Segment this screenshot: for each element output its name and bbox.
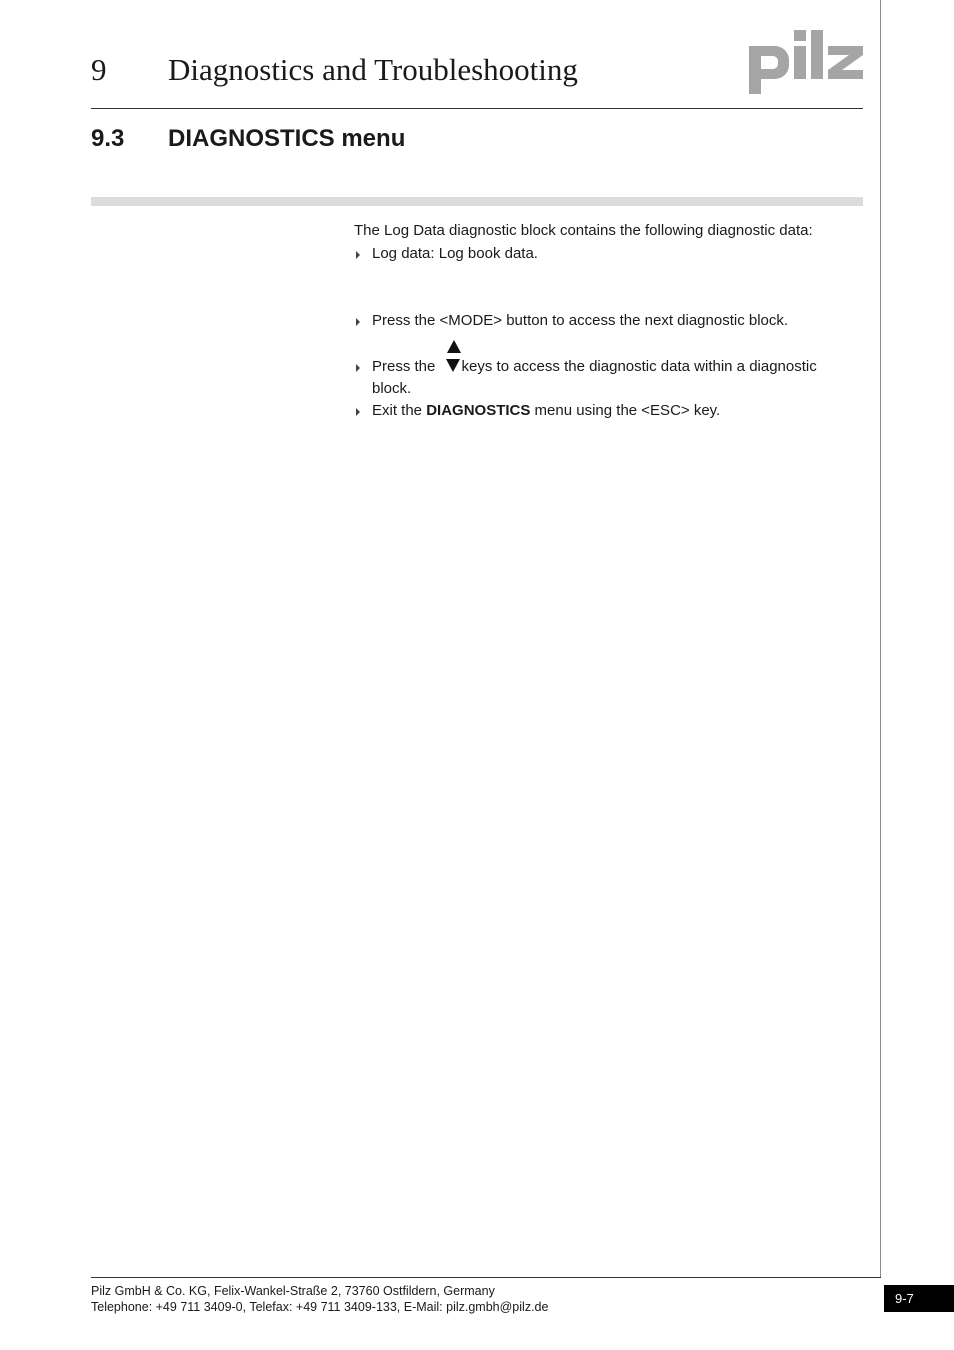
log-data-item: Log data: Log book data.	[372, 245, 538, 262]
exit-step-start: Exit the	[372, 402, 427, 419]
keys-step-continued: block.	[372, 380, 412, 397]
page-number-badge: 9-7	[884, 1285, 954, 1312]
pilz-logo	[748, 28, 864, 94]
mode-step: Press the <MODE> button to access the next diagnostic block.	[372, 312, 789, 329]
section-divider-bar	[91, 197, 863, 206]
keys-step-start: Press the	[372, 358, 440, 375]
diagnostics-keyword: DIAGNOSTICS	[426, 402, 531, 419]
footer-rule	[91, 1277, 881, 1278]
arrow-down-key-icon	[446, 359, 460, 372]
chapter-title: Diagnostics and Troubleshooting	[168, 52, 578, 87]
section-number: 9.3	[91, 125, 125, 152]
bullet-arrow-icon	[356, 318, 360, 326]
bullet-arrow-icon	[356, 251, 360, 259]
header-rule	[91, 108, 863, 109]
right-margin-rule	[880, 0, 881, 1277]
bullet-arrow-icon	[356, 364, 360, 372]
bullet-arrow-icon	[356, 408, 360, 416]
intro-paragraph: The Log Data diagnostic block contains the following diagnostic data:	[354, 222, 813, 239]
footer-contact: Telephone: +49 711 3409-0, Telefax: +49 711 3409-133, E-Mail: pilz.gmbh@pilz.de	[91, 1300, 549, 1314]
footer-address: Pilz GmbH & Co. KG, Felix-Wankel-Straße 2, 73760 Ostfildern, Germany	[91, 1284, 495, 1298]
keys-step	[372, 356, 817, 378]
exit-step-end: menu using the <ESC> key.	[530, 402, 721, 419]
arrow-up-key-icon	[447, 340, 461, 353]
section-title: DIAGNOSTICS menu	[168, 125, 406, 152]
exit-step	[372, 400, 720, 422]
chapter-number: 9	[91, 52, 107, 87]
keys-step-end: keys to access the diagnostic data within a diagnostic	[461, 358, 817, 375]
